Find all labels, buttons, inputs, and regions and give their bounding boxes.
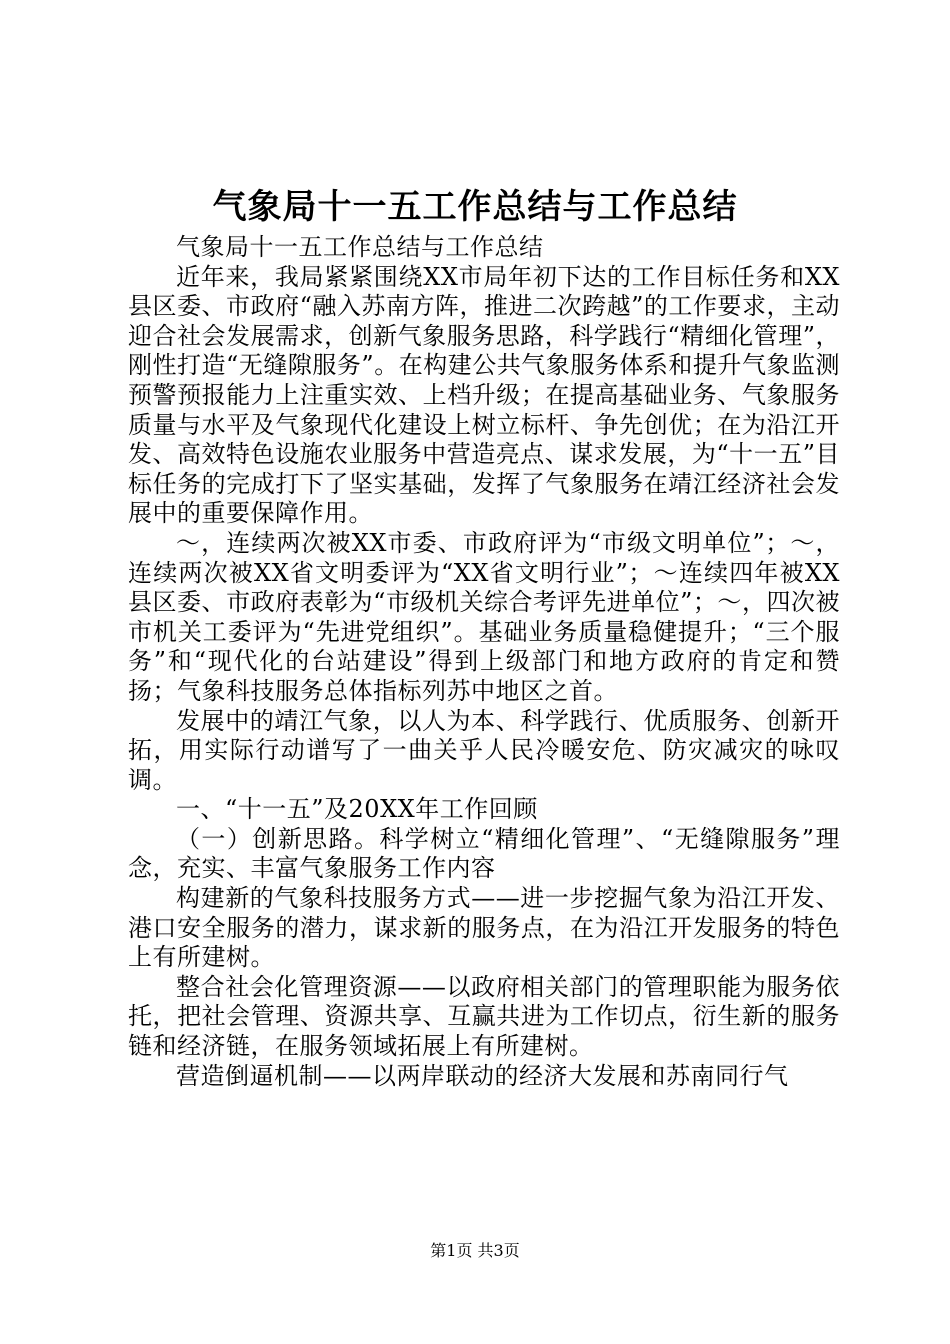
paragraph-service-mode: 构建新的气象科技服务方式——进一步挖掘气象为沿江开发、港口安全服务的潜力，谋求新的服务点，在为沿江开发服务的特色上有所建树。 bbox=[128, 884, 840, 972]
document-title: 气象局十一五工作总结与工作总结 bbox=[212, 187, 738, 227]
paragraph-resources: 整合社会化管理资源——以政府相关部门的管理职能为服务依托，把社会管理、资源共享、互赢共进为工作切点，衍生新的服务链和经济链，在服务领域拓展上有所建树。 bbox=[128, 972, 840, 1061]
document-body bbox=[128, 233, 840, 1091]
paragraph-honors: ～，连续两次被XX市委、市政府评为“市级文明单位”；～，连续两次被XX省文明委评为“XX省文明行业”；～连续四年被XX县区委、市政府表彰为“市级机关综合考评先进单位”；～，四次被市机关工委评为“先进党组织”。基础业务质量稳健提升；“三个服务”和“现代化的台站建设”得到上级部门和地方政府的肯定和赞扬；气象科技服务总体指标列苏中地区之首。 bbox=[128, 528, 840, 705]
paragraph-development: 发展中的靖江气象，以人为本、科学践行、优质服务、创新开拓，用实际行动谱写了一曲关乎人民冷暖安危、防灾减灾的咏叹调。 bbox=[128, 706, 840, 794]
section-heading: 一、“十一五”及20XX年工作回顾 bbox=[176, 795, 538, 824]
paragraph-subtitle: 气象局十一五工作总结与工作总结 bbox=[176, 233, 544, 261]
page-number-footer: 第1页 共3页 bbox=[430, 1241, 520, 1260]
paragraph-mechanism: 营造倒逼机制——以两岸联动的经济大发展和苏南同行气 bbox=[176, 1061, 789, 1090]
subsection-heading: （一）创新思路。科学树立“精细化管理”、“无缝隙服务”理念，充实、丰富气象服务工作内容 bbox=[128, 824, 840, 883]
paragraph-intro: 近年来，我局紧紧围绕XX市局年初下达的工作目标任务和XX县区委、市政府“融入苏南方阵，推进二次跨越”的工作要求，主动迎合社会发展需求，创新气象服务思路，科学践行“精细化管理”，刚性打造“无缝隙服务”。在构建公共气象服务体系和提升气象监测预警预报能力上注重实效、上档升级；在提高基础业务、气象服务质量与水平及气象现代化建设上树立标杆、争先创优；在为沿江开发、高效特色设施农业服务中营造亮点、谋求发展，为“十一五”目标任务的完成打下了坚实基础，发挥了气象服务在靖江经济社会发展中的重要保障作用。 bbox=[128, 262, 840, 528]
